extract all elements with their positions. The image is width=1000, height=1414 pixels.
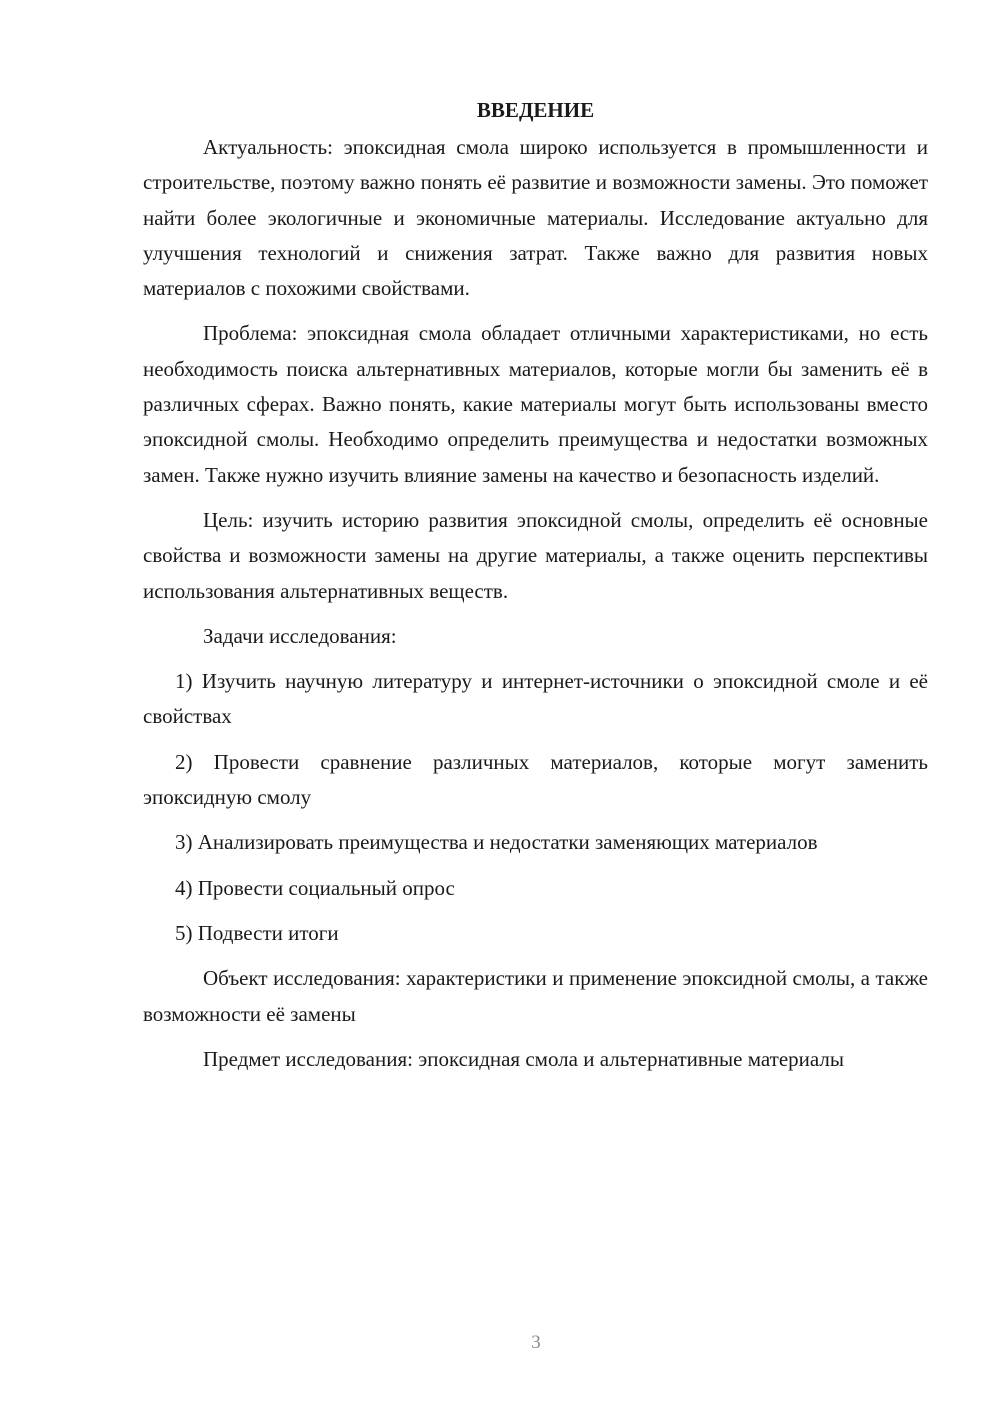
section-heading: ВВЕДЕНИЕ [476,98,595,122]
task-item-5: 5) Подвести итоги [175,920,339,945]
relevance-paragraph: Актуальность: эпоксидная смола широко используется в промышленности и строительстве, поэтому важно понять её развитие и возможности замены. Это поможет найти более экологичные и экономичные материалы. Исследование актуально для улучшения технологий и снижения затрат. Также важно для развития новых материалов с похожими свойствами. [143,135,928,301]
subject-paragraph: Предмет исследования: эпоксидная смола и альтернативные материалы [203,1046,844,1071]
task-item-1: 1) Изучить научную литературу и интернет-источники о эпоксидной смоле и её свойствах [143,669,928,729]
object-paragraph: Объект исследования: характеристики и применение эпоксидной смолы, а также возможности её замены [143,966,928,1026]
tasks-heading: Задачи исследования: [203,623,397,648]
problem-paragraph: Проблема: эпоксидная смола обладает отличными характеристиками, но есть необходимость поиска альтернативных материалов, которые могли бы заменить её в различных сферах. Важно понять, какие материалы могут быть использованы вместо эпоксидной смолы. Необходимо определить преимущества и недостатки возможных замен. Также нужно изучить влияние замены на качество и безопасность изделий. [143,321,928,487]
document-body [143,92,928,1077]
goal-paragraph: Цель: изучить историю развития эпоксидной смолы, определить её основные свойства и возможности замены на другие материалы, а также оценить перспективы использования альтернативных веществ. [143,507,928,603]
task-item-4: 4) Провести социальный опрос [175,875,455,900]
page-number: 3 [531,1332,541,1353]
task-item-2: 2) Провести сравнение различных материалов, которые могут заменить эпоксидную смолу [143,749,928,810]
task-item-3: 3) Анализировать преимущества и недостатки заменяющих материалов [175,830,818,855]
